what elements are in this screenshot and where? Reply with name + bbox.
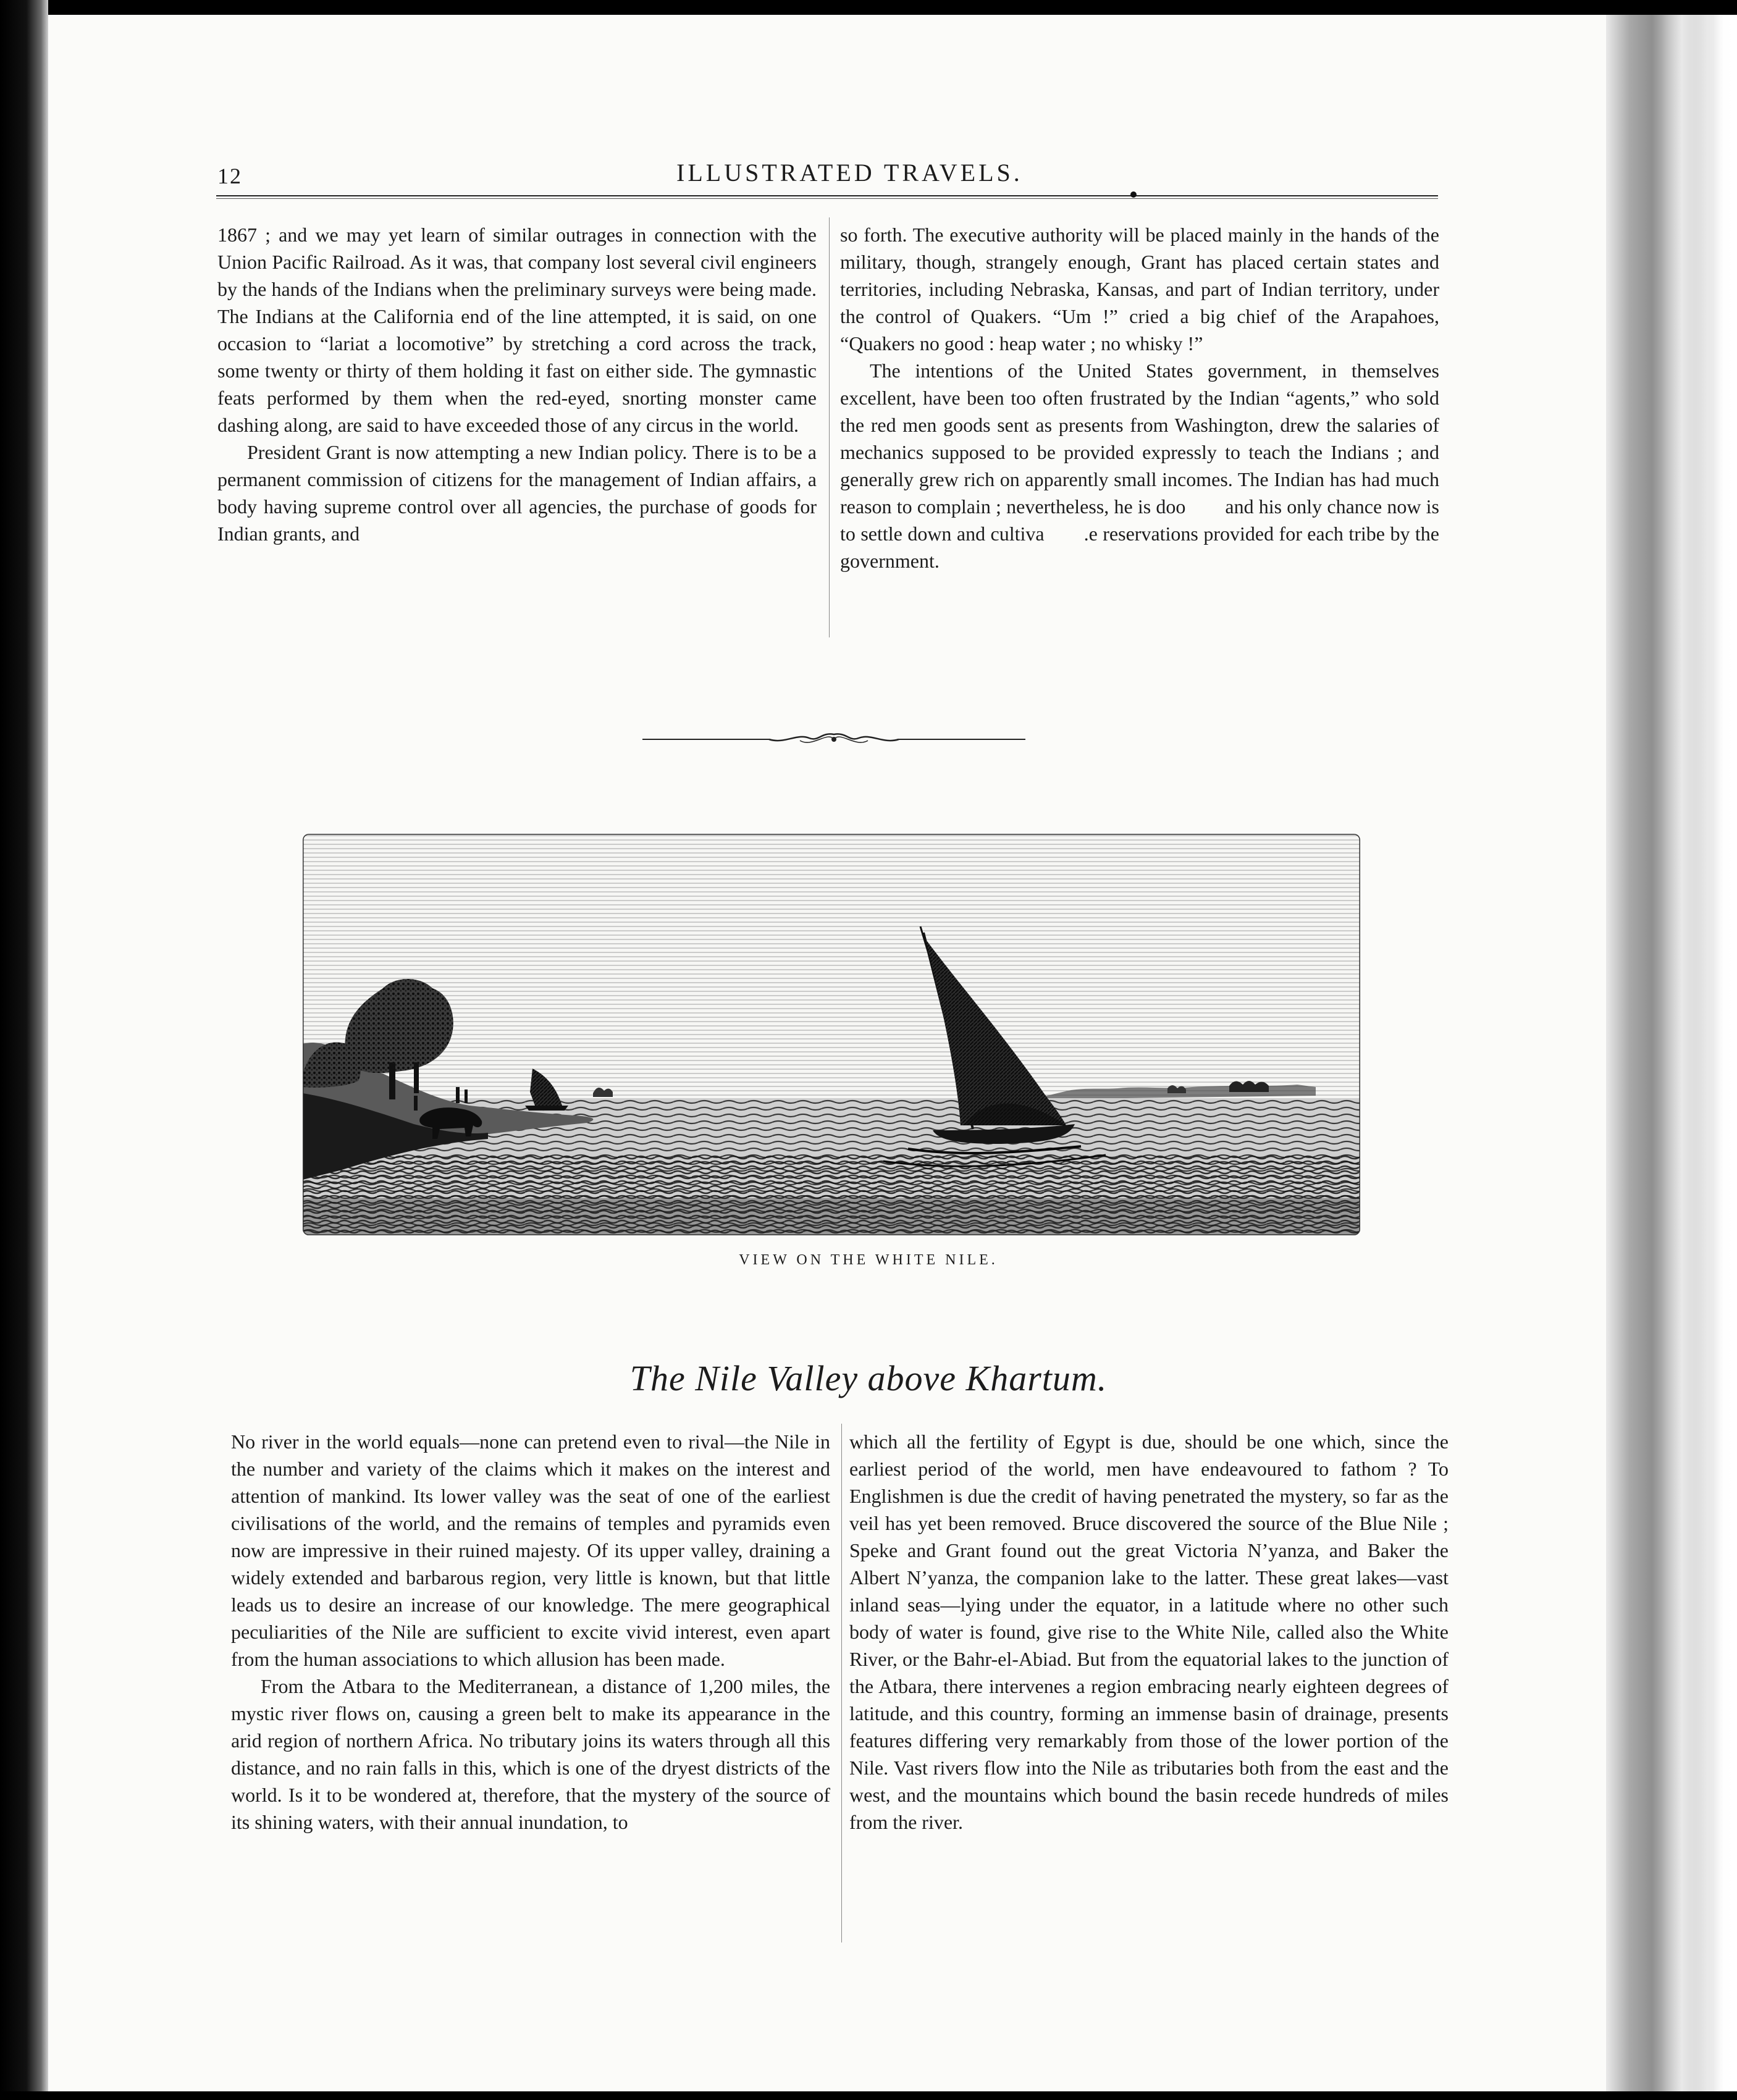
page-edge-highlight (1662, 15, 1737, 2100)
top-right-column (840, 221, 1439, 574)
paragraph: No river in the world equals—none can pretend even to rival—the Nile in the number and variety of the claims which it makes on the interest and attention of mankind. Its lower valley was the seat of one of the earliest civilisations of the world, and the remains of temples and pyramids even now are impressive in their ruined majesty. Of its upper valley, draining a widely extended and barbarous region, very little is known, but that little leads us to desire an increase of our knowledge. The mere geographical peculiarities of the Nile are sufficient to excite vivid interest, even apart from the human associations to which allusion has been made. (231, 1430, 830, 1670)
engraving-view-on-white-nile (303, 834, 1360, 1235)
article-right-column (849, 1428, 1449, 1836)
paragraph: so forth. The executive authority will be placed mainly in the hands of the military, though, strangely enough, Grant has placed certain states and territories, including Nebraska, Kansas, and part of Indian territory, under the control of Quakers. “Um !” cried a big chief of the Arapahoes, “Quakers no good : heap water ; no whisky !” (840, 224, 1439, 355)
column-divider (829, 217, 830, 637)
column-divider (841, 1424, 842, 1942)
article-title: The Nile Valley above Khartum. (629, 1358, 1108, 1398)
paragraph: which all the fertility of Egypt is due, should be one which, since the earliest period of the world, men have endeavoured to fathom ? To Englishmen is due the credit of having penetrated the mystery, so far as the veil has yet been removed. Bruce discovered the source of the Blue Nile ; Speke and Grant found out the great Victoria N’yanza, and Baker the Albert N’yanza, the companion lake to the latter. These great lakes—vast inland seas—lying under the equator, in a latitude where no other such body of water is found, give rise to the White Nile, called also the White River, or the Bahr-el-Abiad. But from the equatorial lakes to the junction of the Atbara, there intervenes a region embracing nearly eighteen degrees of latitude, and this country, forming an immense basin of drainage, presents features differing very remarkably from those of the lower portion of the Nile. Vast rivers flow into the Nile as tributaries both from the east and the west, and the mountains which bound the basin recede hundreds of miles from the river. (849, 1430, 1449, 1833)
header-rule (216, 195, 1438, 199)
top-left-column (217, 221, 817, 547)
page-number: 12 (217, 164, 242, 188)
paragraph: From the Atbara to the Mediterranean, a distance of 1,200 miles, the mystic river flows on, causing a green belt to make its appearance in the arid region of northern Africa. No tributary joins its waters through all this distance, and no rain falls in this, which is one of the dryest districts of the world. Is it to be wondered at, therefore, that the mystery of the source of its shining waters, with their annual inundation, to (231, 1675, 830, 1833)
illustration-caption: VIEW ON THE WHITE NILE. (739, 1252, 998, 1268)
scan-top-margin (0, 0, 1737, 15)
article-left-column (231, 1428, 830, 1836)
decorative-ornament (642, 726, 1025, 750)
scan-left-margin (0, 0, 48, 2100)
header-rule-mark (1130, 191, 1137, 198)
paragraph: 1867 ; and we may yet learn of similar outrages in connection with the Union Pacific Railroad. As it was, that company lost several civil engineers by the hands of the Indians when the preliminary surveys were being made. The Indians at the California end of the line attempted, it is said, on one occasion to “lariat a locomotive” by stretching a cord across the track, some twenty or thirty of them holding it fast on either side. The gymnastic feats performed by them when the red-eyed, snorting monster came dashing along, are said to have exceeded those of any circus in the world. (217, 224, 817, 436)
paragraph: The intentions of the United States government, in themselves excellent, have been too often frustrated by the Indian “agents,” who sold the red men goods sent as presents from Washington, drew the salaries of mechanics supposed to be provided expressly to teach the Indians ; and generally grew rich on apparently small incomes. The Indian has had much reason to complain ; nevertheless, he is doo and his only chance now is to settle down and cultiva .e reservations provided for each tribe by the government. (840, 359, 1439, 572)
running-title: ILLUSTRATED TRAVELS. (676, 159, 1023, 187)
scan-bottom-margin (0, 2091, 1737, 2100)
paragraph: President Grant is now attempting a new Indian policy. There is to be a permanent commission of citizens for the management of Indian affairs, a body having supreme control over all agencies, the purchase of goods for Indian grants, and (217, 441, 817, 545)
